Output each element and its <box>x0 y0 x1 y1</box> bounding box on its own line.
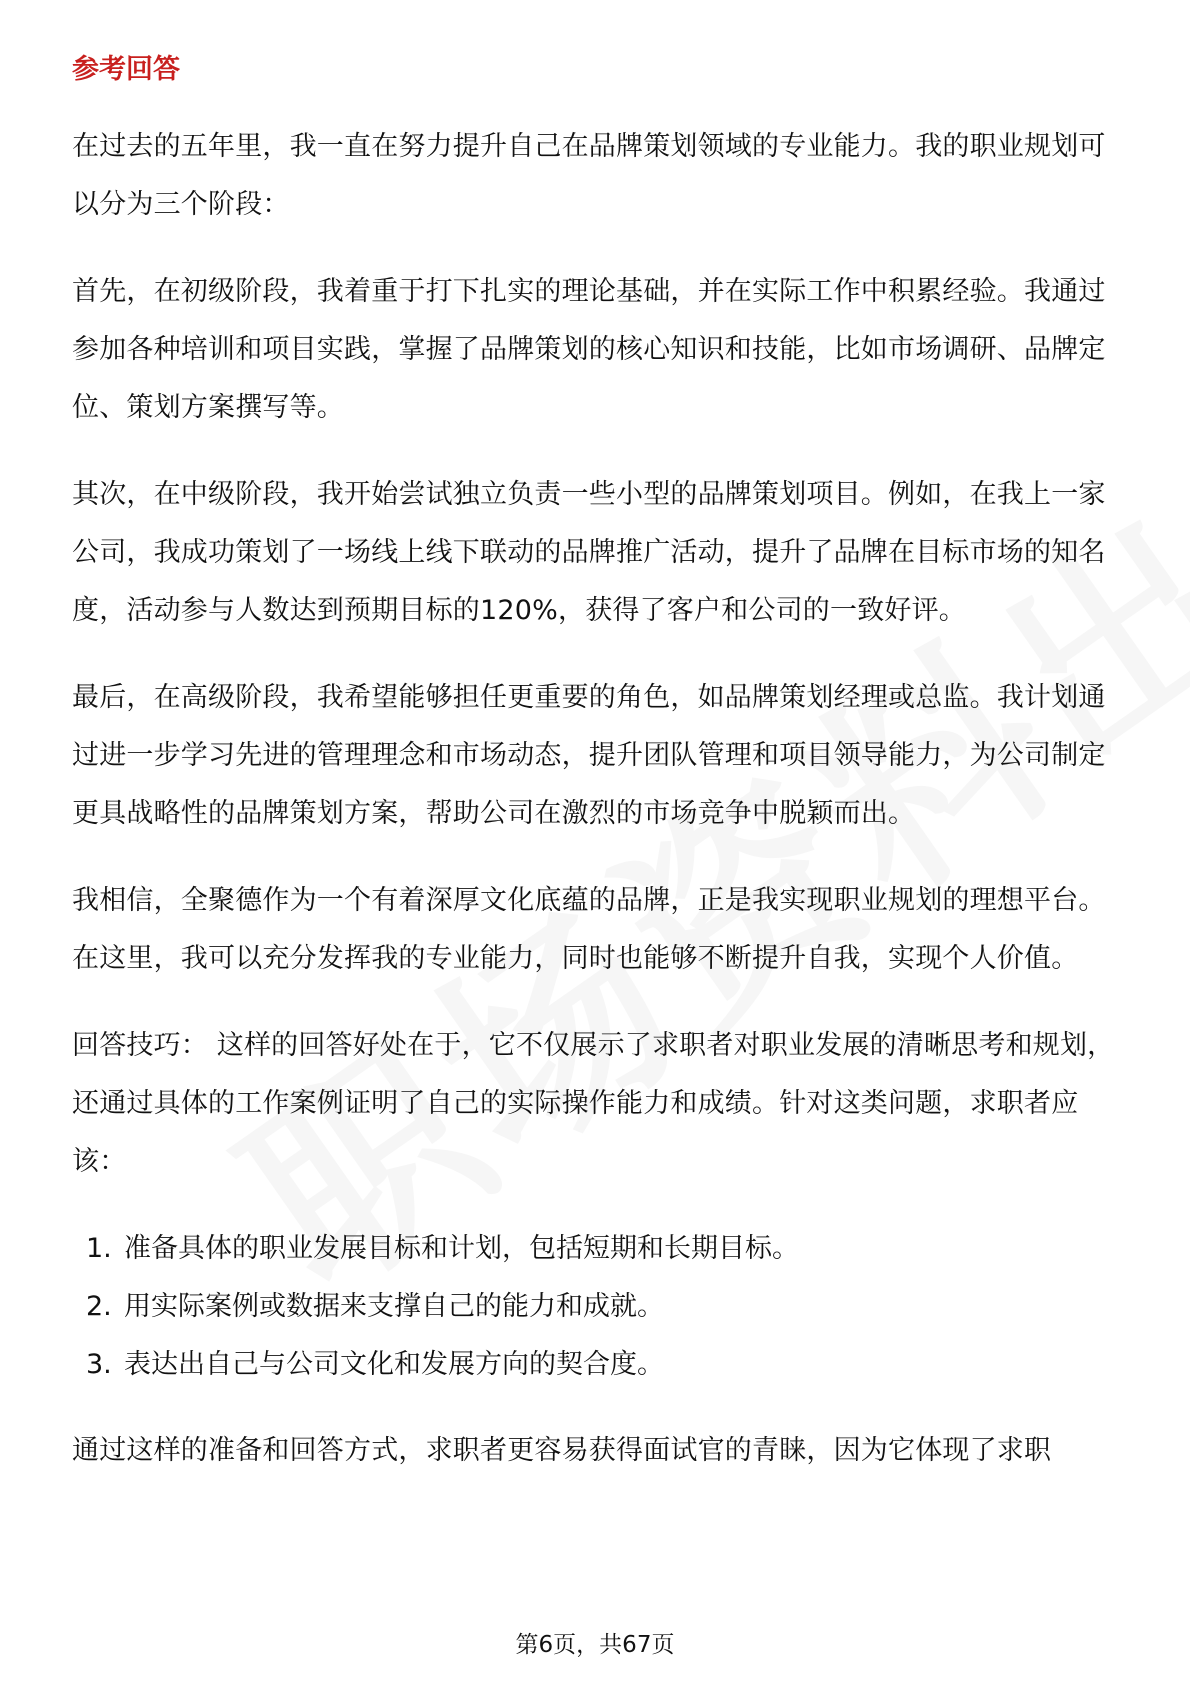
paragraph-second-stage: 其次，在中级阶段，我开始尝试独立负责一些小型的品牌策划项目。例如，在我上一家公司，我成功策划了一场线上线下联动的品牌推广活动，提升了品牌在目标市场的知名度，活动参与人数达到预期目标的120%，获得了客户和公司的一致好评。 <box>72 479 1106 626</box>
paragraph-final-stage: 最后，在高级阶段，我希望能够担任更重要的角色，如品牌策划经理或总监。我计划通过进一步学习先进的管理理念和市场动态，提升团队管理和项目领导能力，为公司制定更具战略性的品牌策划方案，帮助公司在激烈的市场竞争中脱颖而出。 <box>72 682 1106 829</box>
list-number: 1. <box>86 1233 112 1264</box>
list-number: 2. <box>86 1291 112 1322</box>
paragraph-intro: 在过去的五年里，我一直在努力提升自己在品牌策划领域的专业能力。我的职业规划可以分为三个阶段： <box>72 131 1106 220</box>
paragraph-closing: 通过这样的准备和回答方式，求职者更容易获得面试官的青睐，因为它体现了求职 <box>72 1435 1052 1466</box>
tips-list <box>72 1220 1122 1394</box>
list-item <box>72 1336 1122 1394</box>
list-item <box>72 1220 1122 1278</box>
list-text: 准备具体的职业发展目标和计划，包括短期和长期目标。 <box>124 1233 799 1264</box>
list-item <box>72 1278 1122 1336</box>
paragraph-tips: 回答技巧： 这样的回答好处在于，它不仅展示了求职者对职业发展的清晰思考和规划，还通过具体的工作案例证明了自己的实际操作能力和成绩。针对这类问题，求职者应该： <box>72 1030 1115 1177</box>
page-content <box>72 50 1122 1509</box>
paragraph-belief: 我相信，全聚德作为一个有着深厚文化底蕴的品牌，正是我实现职业规划的理想平台。在这里，我可以充分发挥我的专业能力，同时也能够不断提升自我，实现个人价值。 <box>72 885 1106 974</box>
list-number: 3. <box>86 1349 112 1380</box>
page-number-footer: 第6页，共67页 <box>515 1632 675 1658</box>
paragraph-first-stage: 首先，在初级阶段，我着重于打下扎实的理论基础，并在实际工作中积累经验。我通过参加各种培训和项目实践，掌握了品牌策划的核心知识和技能，比如市场调研、品牌定位、策划方案撰写等。 <box>72 276 1106 423</box>
list-text: 用实际案例或数据来支撑自己的能力和成就。 <box>124 1291 664 1322</box>
section-title: 参考回答 <box>72 54 180 85</box>
list-text: 表达出自己与公司文化和发展方向的契合度。 <box>124 1349 664 1380</box>
